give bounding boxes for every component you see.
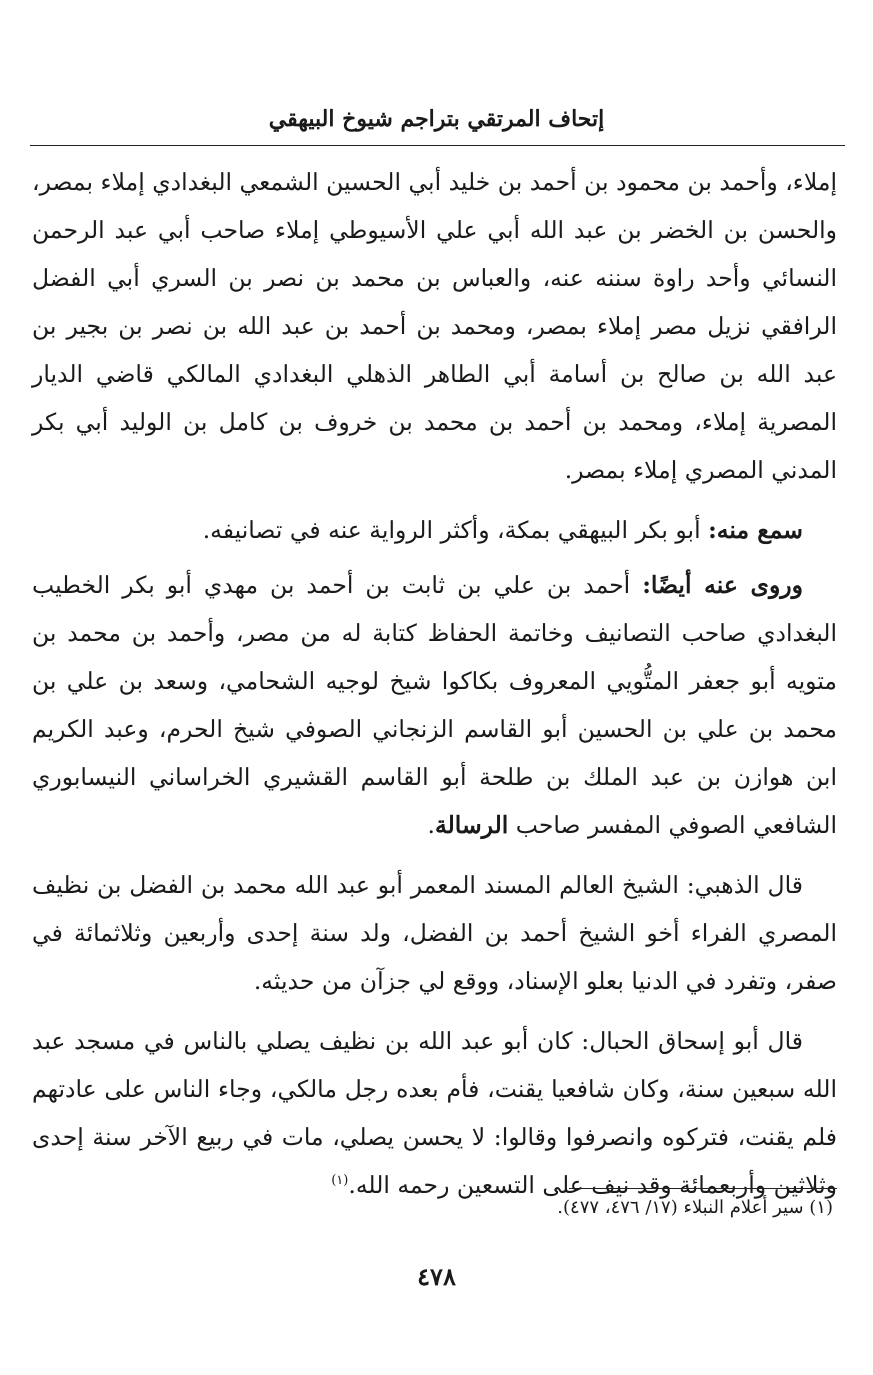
- section-text: أبو بكر البيهقي بمكة، وأكثر الرواية عنه في تصانيفه.: [202, 516, 709, 544]
- running-head-title: إتحاف المرتقي بتراجم شيوخ البيهقي: [268, 106, 605, 132]
- section-lead: سمع منه:: [708, 516, 803, 544]
- section-text: أحمد بن علي بن ثابت بن أحمد بن مهدي أبو بكر الخطيب البغدادي صاحب التصانيف وخاتمة الحفاظ كتابة له من مصر، وأحمد بن محمد بن متويه أبو جعفر المتُّويي المعروف بكاكوا شيخ لوجيه الشحامي، وسعد بن علي بن محمد بن علي بن الحسين أبو القاسم الزنجاني الصوفي شيخ الحرم، وعبد الكريم ابن هوازن بن عبد الملك بن طلحة أبو القاسم القشيري الخراساني النيسابوري الشافعي الصوفي المفسر صاحب: [32, 571, 837, 839]
- footnote-rule: [569, 1188, 837, 1189]
- paragraph-teachers: إملاء، وأحمد بن محمود بن أحمد بن خليد أبي الحسين الشمعي البغدادي إملاء بمصر، والحسن بن الخضر بن عبد الله أبي علي الأسيوطي إملاء صاحب أبي عبد الرحمن النسائي وأحد راوة سننه عنه، والعباس بن محمد بن نصر بن السري أبي الفضل الرافقي نزيل مصر إملاء بمصر، ومحمد بن أحمد بن عبد الله بن نصر بن بجير بن عبد الله بن صالح بن أسامة أبي الطاهر الذهلي البغدادي المالكي قاضي الديار المصرية إملاء، ومحمد بن أحمد بن محمد بن خروف بن كامل بن الوليد أبي بكر المدني المصري إملاء بمصر.: [32, 168, 837, 484]
- paragraph-habbal-quote: [32, 1017, 837, 1209]
- book-title: الرسالة: [435, 811, 509, 839]
- footnote-marker[interactable]: (١): [331, 1173, 349, 1189]
- paragraph-heard-from-him: [32, 506, 837, 554]
- main-text: [32, 158, 837, 1216]
- section-end: .: [427, 811, 436, 839]
- footnote: (١) سير أعلام النبلاء (١٧/ ٤٧٦، ٤٧٧).: [557, 1197, 833, 1218]
- header-rule: [30, 145, 845, 146]
- paragraph-dhahabi-quote: قال الذهبي: الشيخ العالم المسند المعمر أبو عبد الله محمد بن الفضل بن نظيف المصري الفراء أخو الشيخ أحمد بن الفضل، ولد سنة إحدى وأربعين وثلاثمائة في صفر، وتفرد في الدنيا بعلو الإسناد، ووقع لي جزآن من حديثه.: [32, 871, 837, 995]
- quote-text: قال أبو إسحاق الحبال: كان أبو عبد الله بن نظيف يصلي بالناس في مسجد عبد الله سبعين سنة، وكان شافعيا يقنت، فأم بعده رجل مالكي، وجاء الناس على عادتهم فلم يقنت، فتركوه وانصرفوا وقالوا: لا يحسن يصلي، مات في ربيع الآخر سنة إحدى وثلاثين وأربعمائة وقد نيف على التسعين رحمه الله.: [32, 1027, 837, 1199]
- section-lead: وروى عنه أيضًا:: [642, 571, 803, 599]
- paragraph-also-narrated: [32, 561, 837, 849]
- page-number: ٤٧٨: [417, 1262, 456, 1291]
